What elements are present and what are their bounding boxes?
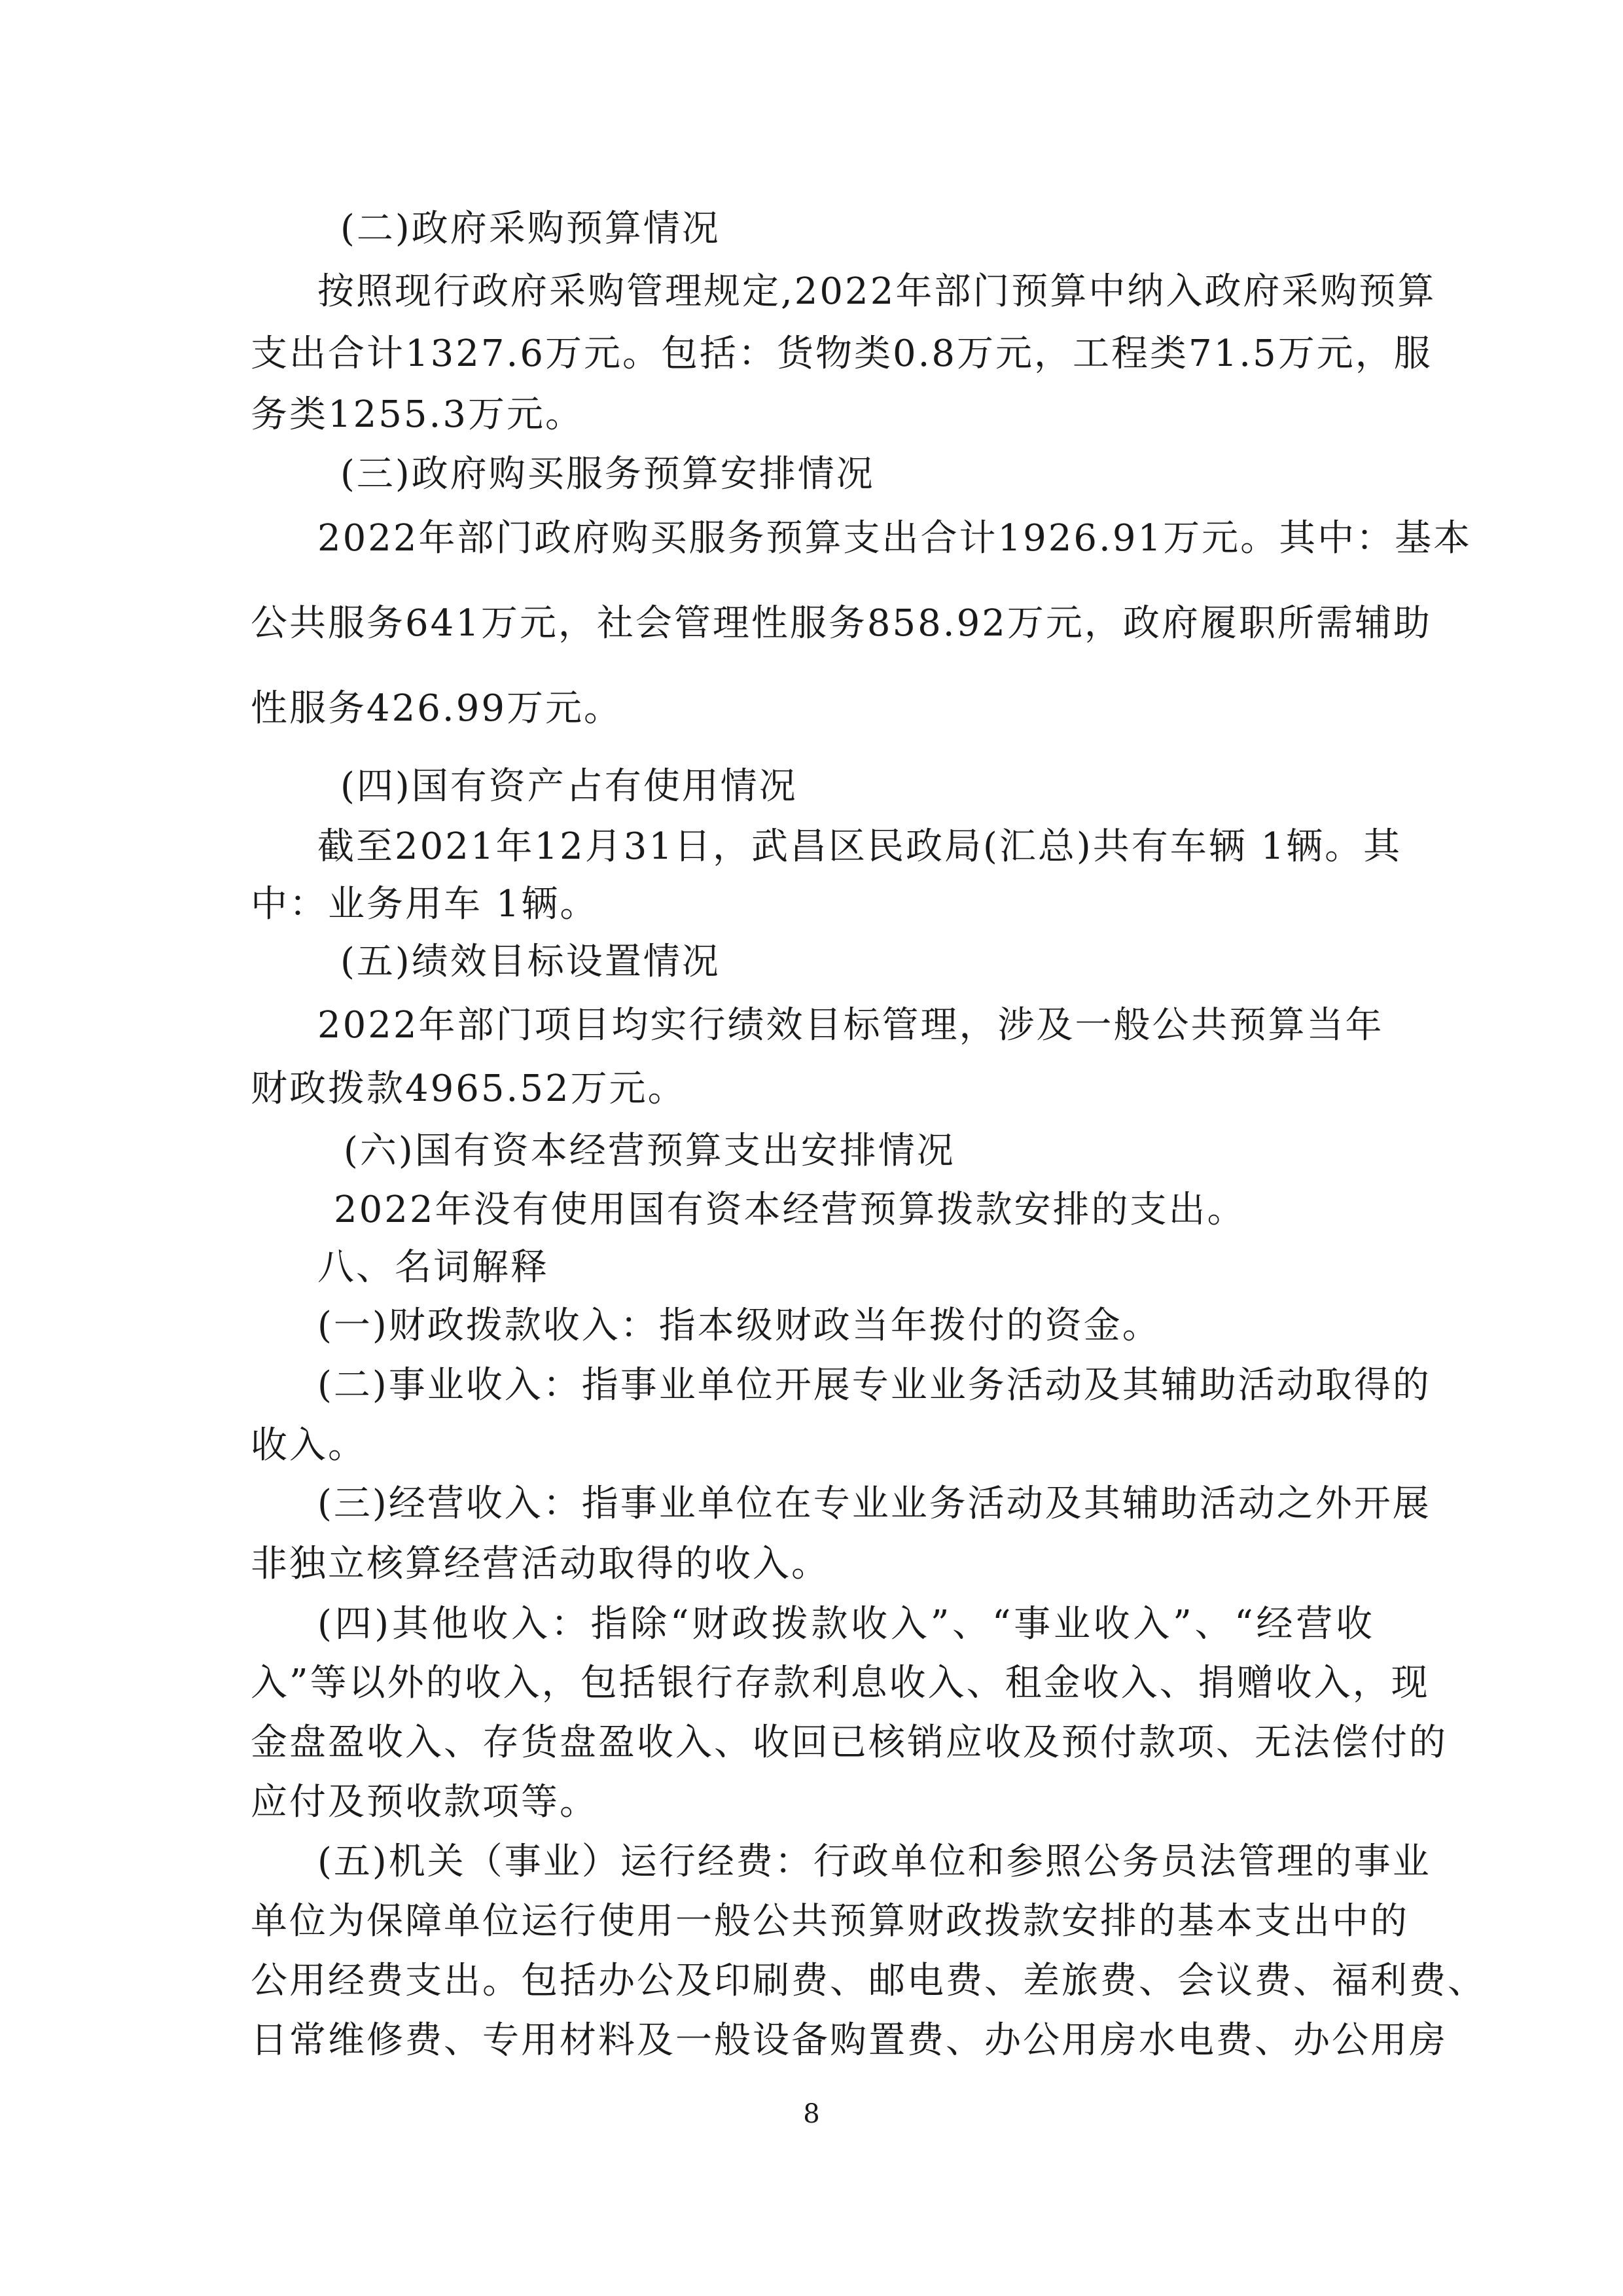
paragraph-line: 单位为保障单位运行使用一般公共预算财政拨款安排的基本支出中的 (251, 1900, 1409, 1943)
glossary-item: (三)经营收入：指事业单位在专业业务活动及其辅助活动之外开展 (317, 1482, 1431, 1525)
paragraph-line: 日常维修费、专用材料及一般设备购置费、办公用房水电费、办公用房 (251, 2019, 1448, 2062)
paragraph-line: 中：业务用车 1辆。 (251, 883, 599, 925)
heading-state-capital-budget: (六)国有资本经营预算支出安排情况 (344, 1130, 955, 1172)
page-number: 8 (803, 2099, 820, 2129)
glossary-item: (五)机关（事业）运行经费：行政单位和参照公务员法管理的事业 (317, 1840, 1431, 1883)
paragraph-line: 金盘盈收入、存货盘盈收入、收回已核销应收及预付款项、无法偿付的 (251, 1721, 1448, 1764)
paragraph-line: 公用经费支出。包括办公及印刷费、邮电费、差旅费、会议费、福利费、 (251, 1960, 1486, 2002)
paragraph-line: 2022年部门项目均实行绩效目标管理，涉及一般公共预算当年 (317, 1004, 1384, 1047)
heading-state-assets: (四)国有资产占有使用情况 (340, 765, 798, 808)
heading-service-purchase: (三)政府购买服务预算安排情况 (340, 453, 875, 495)
glossary-item: (一)财政拨款收入：指本级财政当年拨付的资金。 (317, 1304, 1161, 1347)
paragraph-line: 入”等以外的收入，包括银行存款利息收入、租金收入、捐赠收入，现 (251, 1662, 1430, 1704)
paragraph-line: 性服务426.99万元。 (251, 687, 622, 730)
paragraph-line: 公共服务641万元，社会管理性服务858.92万元，政府履职所需辅助 (251, 602, 1432, 645)
paragraph-line: 收入。 (251, 1424, 366, 1467)
heading-performance-targets: (五)绩效目标设置情况 (340, 941, 721, 983)
paragraph-line: 2022年没有使用国有资本经营预算拨款安排的支出。 (334, 1189, 1246, 1231)
section-heading-glossary: 八、名词解释 (317, 1246, 549, 1289)
paragraph-line: 应付及预收款项等。 (251, 1781, 598, 1823)
glossary-item: (二)事业收入：指事业单位开展专业业务活动及其辅助活动取得的 (317, 1364, 1431, 1407)
paragraph-line: 按照现行政府采购管理规定,2022年部门预算中纳入政府采购预算 (317, 270, 1436, 313)
paragraph-line: 2022年部门政府购买服务预算支出合计1926.91万元。其中：基本 (317, 517, 1472, 560)
heading-government-procurement: (二)政府采购预算情况 (340, 207, 721, 250)
paragraph-line: 财政拨款4965.52万元。 (251, 1067, 687, 1110)
paragraph-line: 非独立核算经营活动取得的收入。 (251, 1543, 830, 1585)
paragraph-line: 务类1255.3万元。 (251, 393, 584, 436)
paragraph-line: 截至2021年12月31日，武昌区民政局(汇总)共有车辆 1辆。其 (317, 825, 1402, 868)
glossary-item: (四)其他收入：指除“财政拨款收入”、“事业收入”、“经营收 (317, 1603, 1374, 1645)
paragraph-line: 支出合计1327.6万元。包括：货物类0.8万元，工程类71.5万元，服 (251, 332, 1433, 375)
